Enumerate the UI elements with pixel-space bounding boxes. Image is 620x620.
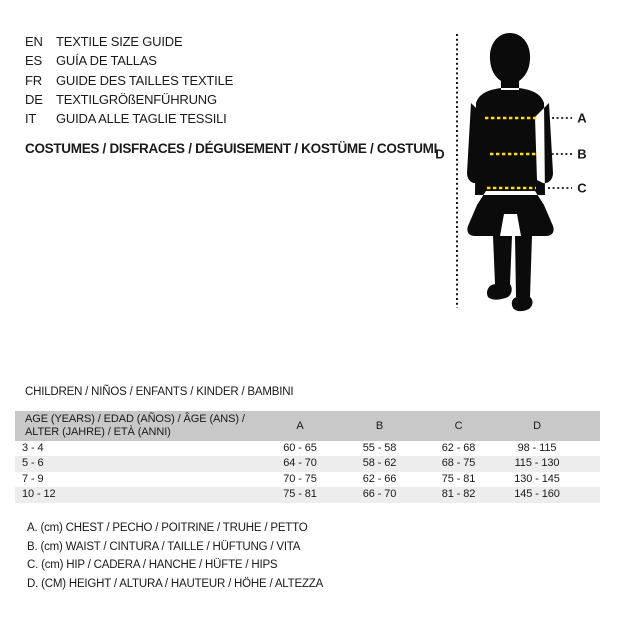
lang-row-de: [25, 90, 233, 109]
age-cell: 3 - 4: [22, 442, 44, 454]
age-header-line1: AGE (YEARS) / EDAD (AÑOS) / ÂGE (ANS) /: [25, 413, 245, 425]
lang-row-fr: [25, 71, 233, 90]
language-list: [25, 32, 233, 128]
height-cell: 130 - 145: [514, 472, 560, 485]
age-cell: 10 - 12: [22, 488, 56, 501]
lang-row-es: [25, 51, 233, 70]
label-d-height: D: [435, 146, 445, 162]
measurement-figure: [425, 25, 600, 315]
lang-label: TEXTILGRÖßENFÜHRUNG: [56, 91, 217, 107]
category-title: COSTUMES / DISFRACES / DÉGUISEMENT / KOSTÜME / COSTUMI: [25, 141, 438, 156]
label-b-waist: B: [577, 146, 587, 162]
label-c-hip: C: [577, 180, 587, 196]
age-cell: 7 - 9: [22, 472, 44, 485]
legend-waist: B. (cm) WAIST / CINTURA / TAILLE / HÜFTUNG / VITA: [27, 540, 301, 553]
header-filler-cell: [576, 411, 600, 441]
size-table: [15, 411, 600, 503]
lang-row-it: [25, 109, 233, 128]
filler-cell: [576, 441, 600, 456]
hip-cell: 81 - 82: [441, 488, 476, 501]
waist-cell: 58 - 62: [362, 457, 397, 470]
chest-cell: 60 - 65: [283, 442, 317, 454]
filler-cell: [576, 456, 600, 471]
child-silhouette-diagram: [425, 25, 600, 315]
hip-cell: 68 - 75: [441, 457, 476, 470]
waist-cell: 62 - 66: [362, 472, 397, 485]
age-header-cell: [15, 411, 260, 441]
chest-cell: 70 - 75: [283, 472, 317, 485]
filler-cell: [576, 487, 600, 502]
table-row: [15, 487, 600, 502]
table-row: [15, 472, 600, 487]
age-cell: 5 - 6: [22, 457, 44, 470]
lang-label: GUIDA ALLE TAGLIE TESSILI: [56, 111, 227, 127]
lang-code: ES: [25, 53, 42, 69]
col-header-a: A: [296, 419, 304, 432]
lang-label: GUIDE DES TAILLES TEXTILE: [56, 72, 234, 88]
filler-cell: [576, 472, 600, 487]
col-header-b: B: [375, 419, 384, 432]
legend-chest: A. (cm) CHEST / PECHO / POITRINE / TRUHE / PETTO: [27, 522, 308, 534]
lang-row-en: [25, 32, 233, 51]
lang-code: FR: [25, 72, 42, 88]
label-a-chest: A: [577, 110, 587, 126]
chest-cell: 75 - 81: [283, 488, 317, 501]
measurement-legend: [27, 519, 323, 593]
table-row: [15, 441, 600, 456]
child-silhouette: [467, 33, 554, 311]
legend-height: D. (CM) HEIGHT / ALTURA / HAUTEUR / HÖHE / ALTEZZA: [27, 577, 324, 590]
chest-cell: 64 - 70: [283, 457, 317, 470]
section-title-children: CHILDREN / NIÑOS / ENFANTS / KINDER / BAMBINI: [25, 386, 294, 398]
table-header-row: [15, 411, 600, 441]
lang-label: TEXTILE SIZE GUIDE: [56, 34, 183, 49]
hip-cell: 75 - 81: [441, 472, 476, 485]
table-row: [15, 456, 600, 471]
lang-code: DE: [25, 91, 43, 107]
height-cell: 145 - 160: [514, 488, 560, 501]
waist-cell: 55 - 58: [362, 442, 397, 454]
waist-cell: 66 - 70: [362, 488, 397, 501]
height-cell: 115 - 130: [514, 457, 560, 470]
lang-code: IT: [25, 111, 37, 127]
legend-hip: C. (cm) HIP / CADERA / HANCHE / HÜFTE / HIPS: [27, 559, 278, 572]
height-cell: 98 - 115: [517, 442, 557, 454]
lang-label: GUÍA DE TALLAS: [56, 53, 157, 69]
col-header-c: C: [454, 419, 463, 432]
lang-code: EN: [25, 34, 43, 49]
age-header-line2: ALTER (JAHRE) / ETÀ (ANNI): [25, 426, 171, 438]
col-header-d: D: [533, 419, 541, 432]
hip-cell: 62 - 68: [441, 442, 476, 454]
